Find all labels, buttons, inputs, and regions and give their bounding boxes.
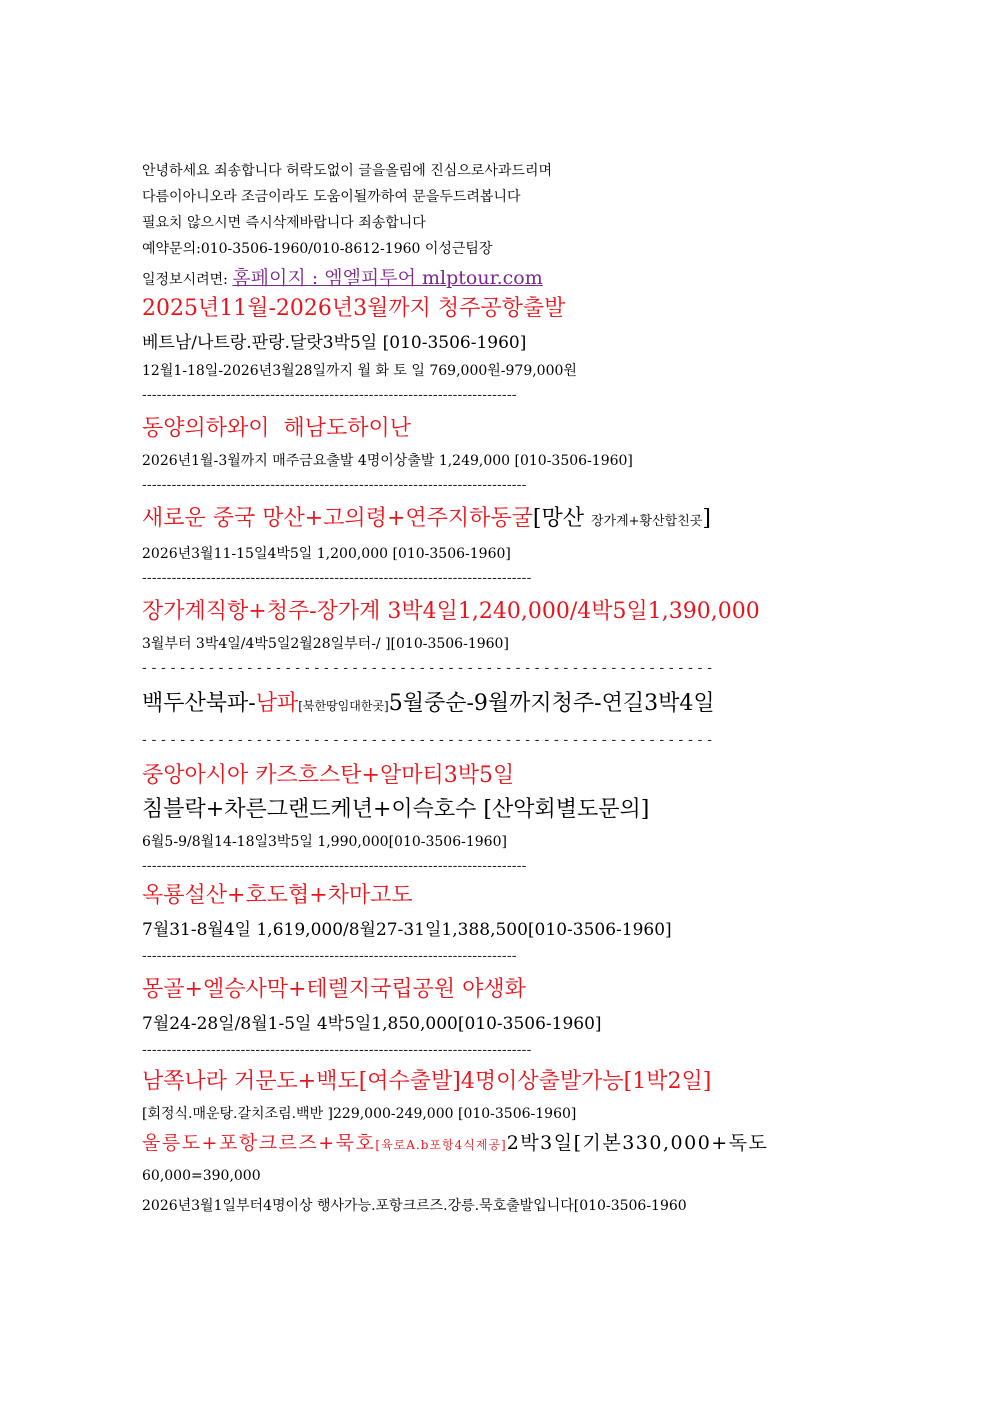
tour-detail: 2026년3월1일부터4명이상 행사가능.포항크르즈.강릉.묵호출발입니다[010-3506-1960: [142, 1198, 687, 1214]
tour-detail: 3월부터 3박4일/4박5일2월28일부터-/ ][010-3506-1960]: [142, 636, 509, 652]
separator: -------------------------------------------------------------------------------: [142, 570, 532, 586]
schedule-line: [142, 264, 862, 292]
tour-title-note: 장가계+황산합친곳: [590, 514, 703, 529]
tour-title: 동양의하와이 해남도하이난: [142, 416, 412, 441]
tour-detail: [회정식.매운탕.갈치조림.백반 ]229,000-249,000 [010-3506-1960]: [142, 1106, 577, 1122]
tour-title-line: [142, 687, 862, 723]
tour-title-note: [북한땅임대한곳]: [298, 699, 389, 713]
schedule-prefix: 일정보시려면:: [142, 272, 233, 288]
separator: ----------------------------------------------------------------------------: [142, 387, 517, 403]
tour-detail: 2026년3월11-15일4박5일 1,200,000 [010-3506-1960]: [142, 546, 511, 562]
intro-line: 안녕하세요 죄송합니다 허락도없이 글을올림에 진심으로사과드리며: [142, 163, 552, 179]
tour-detail: 7월31-8월4일 1,619,000/8월27-31일1,388,500[010-3506-1960]: [142, 920, 672, 940]
tour-title-continued: 60,000=390,000: [142, 1168, 261, 1184]
tour-title: 백두산북파-: [142, 691, 256, 716]
separator: - - - - - - - - - - - - - - - - - - - - - - - - - - - - - - - - - - - - - - - - - - - - - - - - - - - - - - - - - - - -: [142, 732, 713, 748]
separator: ------------------------------------------------------------------------------: [142, 477, 527, 493]
tour-detail: 2026년1월-3월까지 매주금요출발 4명이상출발 1,249,000 [010-3506-1960]: [142, 453, 633, 469]
tour-title-bracket: [망산: [532, 506, 591, 531]
contact-line: 예약문의:010-3506-1960/010-8612-1960 이성근팀장: [142, 241, 493, 257]
tour-title-bracket: ]: [702, 506, 711, 531]
separator: -------------------------------------------------------------------------------: [142, 1042, 532, 1058]
tour-title-line: [142, 1129, 862, 1159]
document-body: [142, 160, 862, 1217]
tour-subtitle: 침블락+차른그랜드케년+이슥호수 [산악회별도문의]: [142, 797, 650, 822]
tour-detail: 12월1-18일-2026년3월28일까지 월 화 토 일 769,000원-979,000원: [142, 363, 577, 379]
tour-title: 장가계직항+청주-장가계 3박4일1,240,000/4박5일1,390,000: [142, 599, 760, 624]
separator: ------------------------------------------------------------------------------: [142, 858, 527, 874]
tour-title: 2025년11월-2026년3월까지 청주공항출발: [142, 296, 566, 321]
tour-subtitle: 베트남/나트랑.판랑.달랏3박5일 [010-3506-1960]: [142, 333, 527, 353]
tour-title-rest: 2박3일[기본330,000+독도: [506, 1132, 769, 1154]
tour-title: 남쪽나라 거문도+백도[여수출발]4명이상출발가능[1박2일]: [142, 1069, 712, 1094]
separator: ----------------------------------------------------------------------------: [142, 948, 517, 964]
tour-title-highlight: 남파: [255, 691, 299, 716]
tour-detail: 7월24-28일/8월1-5일 4박5일1,850,000[010-3506-1960]: [142, 1014, 602, 1034]
tour-detail: 6월5-9/8월14-18일3박5일 1,990,000[010-3506-1960]: [142, 834, 507, 850]
homepage-link[interactable]: 홈페이지 : 엠엘피투어 mlptour.com: [232, 267, 543, 289]
separator: - - - - - - - - - - - - - - - - - - - - - - - - - - - - - - - - - - - - - - - - - - - - - - - - - - - - - - - - - - - -: [142, 660, 713, 676]
intro-line: 필요치 않으시면 즉시삭제바랍니다 죄송합니다: [142, 215, 426, 231]
tour-title: 새로운 중국 망산+고의령+연주지하동굴: [142, 506, 533, 531]
tour-title: 중앙아시아 카즈흐스탄+알마티3박5일: [142, 763, 515, 788]
tour-title-line: [142, 502, 862, 539]
intro-line: 다름이아니오라 조금이라도 도움이될까하여 문을두드려봅니다: [142, 189, 521, 205]
tour-title: 울릉도+포항크르즈+묵호: [142, 1132, 376, 1154]
tour-title: 옥룡설산+호도협+차마고도: [142, 883, 413, 908]
tour-title: 몽골+엘승사막+테렐지국립공원 야생화: [142, 977, 526, 1002]
tour-title: 5월중순-9월까지청주-연길3박4일: [388, 691, 715, 716]
tour-title-note: [육로A.b포항4식제공]: [375, 1138, 507, 1152]
